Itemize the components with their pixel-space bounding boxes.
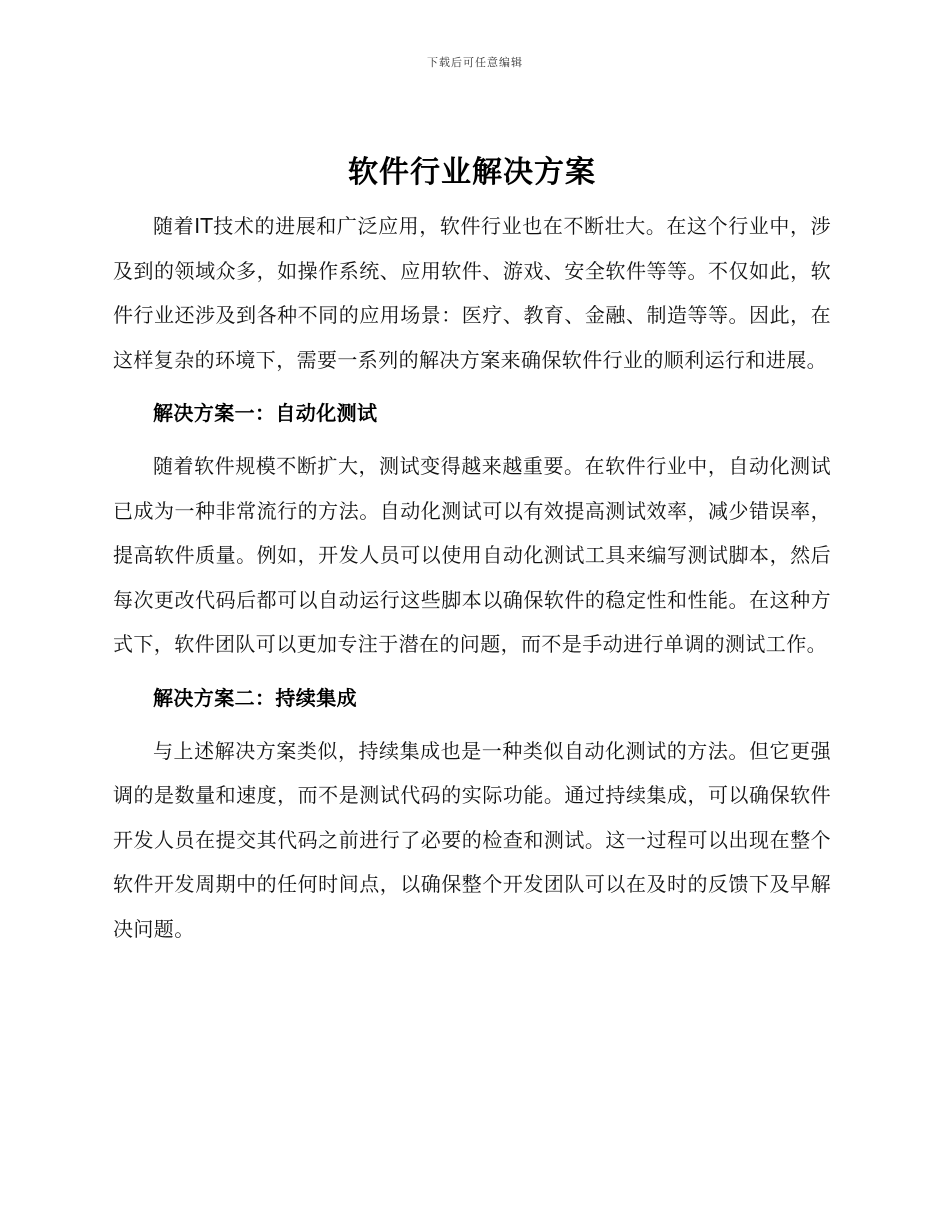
document-body — [113, 146, 831, 951]
section-heading-automation-testing: 解决方案一：自动化测试 — [153, 401, 378, 425]
document-title: 软件行业解决方案 — [348, 155, 596, 190]
page-header-note: 下载后可任意编辑 — [427, 56, 523, 69]
section-heading-continuous-integration: 解决方案二：持续集成 — [153, 685, 357, 710]
section-paragraph-continuous-integration: 与上述解决方案类似，持续集成也是一种类似自动化测试的方法。但它更强调的是数量和速度，而不是测试代码的实际功能。通过持续集成，可以确保软件开发人员在提交其代码之前进行了必要的检查和测试。这一过程可以出现在整个软件开发周期中的任何时间点，以确保整个开发团队可以在及时的反馈下及早解决问题。 — [113, 738, 831, 941]
intro-paragraph: 随着IT技术的进展和广泛应用，软件行业也在不断壮大。在这个行业中，涉及到的领域众多，如操作系统、应用软件、游戏、安全软件等等。不仅如此，软件行业还涉及到各种不同的应用场景：医疗、教育、金融、制造等等。因此，在这样复杂的环境下，需要一系列的解决方案来确保软件行业的顺利运行和进展。 — [113, 214, 831, 372]
section-paragraph-automation-testing: 随着软件规模不断扩大，测试变得越来越重要。在软件行业中，自动化测试已成为一种非常流行的方法。自动化测试可以有效提高测试效率，减少错误率，提高软件质量。例如，开发人员可以使用自动化测试工具来编写测试脚本，然后每次更改代码后都可以自动运行这些脚本以确保软件的稳定性和性能。在这种方式下，软件团队可以更加专注于潜在的问题，而不是手动进行单调的测试工作。 — [113, 454, 831, 656]
